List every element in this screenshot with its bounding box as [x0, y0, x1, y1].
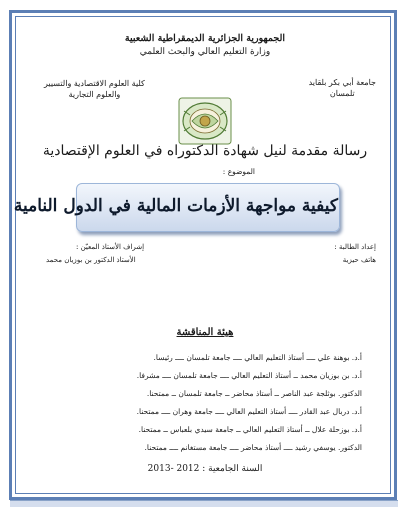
thesis-statement: رسالة مقدمة لنيل شهادة الدكتوراه في العلوم الإقتصادية [42, 143, 368, 159]
jury-member: الدكتور. يوسفي رشيد ــــ أستاذ محاضر ــــ جامعة مستغانم ــــ ممتحنا. [144, 443, 362, 452]
faculty-name-line1: كلية العلوم الاقتصادية والتسيير [44, 79, 145, 88]
jury-member: أ.د. بوهنة علي ــــ أستاذ التعليم العالي ــــ جامعة تلمسان ــــ رئيسا. [153, 353, 362, 362]
jury-member: أ.د. بوزحلة علال ــ أستاذ التعليم العالي ــ جامعة سيدي بلعباس ــ ممتحنا. [138, 425, 362, 434]
republic-heading: الجمهورية الجزائرية الديمقراطية الشعبية [124, 33, 286, 44]
thesis-title: كيفية مواجهة الأزمات المالية في الدول النامية [13, 196, 338, 216]
prepared-by-label: إعداد الطالبة : [334, 243, 376, 251]
student-name: هاتف حيزية [342, 256, 376, 264]
supervisor-label: إشراف الأستاذ المعيّن : [76, 243, 145, 251]
academic-year: السنة الجامعية : 2012 -2013 [147, 464, 263, 474]
university-name: جامعة أبي بكر بلقايد [308, 78, 376, 87]
jury-member: الدكتور. بوثلجة عبد الناصر ــ أستاذ محاضر ــ جامعة تلمسان ــ ممتحنا. [146, 389, 362, 398]
jury-member: أ.د. دربال عبد القادر ــــ أستاذ التعليم العالي ــــ جامعة وهران ــــ ممتحنا. [136, 407, 362, 416]
jury-member: أ.د. بن بوزيان محمد ــ أستاذ التعليم العالي ــــ جامعة تلمسان ــــ مشرفا. [136, 371, 362, 380]
supervisor-name: الأستاذ الدكتور بن بوزيان محمد [46, 256, 136, 264]
ministry-heading: وزارة التعليم العالي والبحث العلمي [139, 47, 271, 57]
page-bottom-strip [10, 500, 398, 507]
topic-label: الموضوع : [222, 167, 255, 176]
university-city: تلمسان [329, 89, 355, 98]
jury-title: هيئة المناقشة [176, 327, 234, 338]
university-emblem-icon [178, 97, 232, 145]
university-block [309, 77, 376, 99]
faculty-block [44, 78, 145, 100]
faculty-name-line2: والعلوم التجارية [68, 90, 121, 99]
